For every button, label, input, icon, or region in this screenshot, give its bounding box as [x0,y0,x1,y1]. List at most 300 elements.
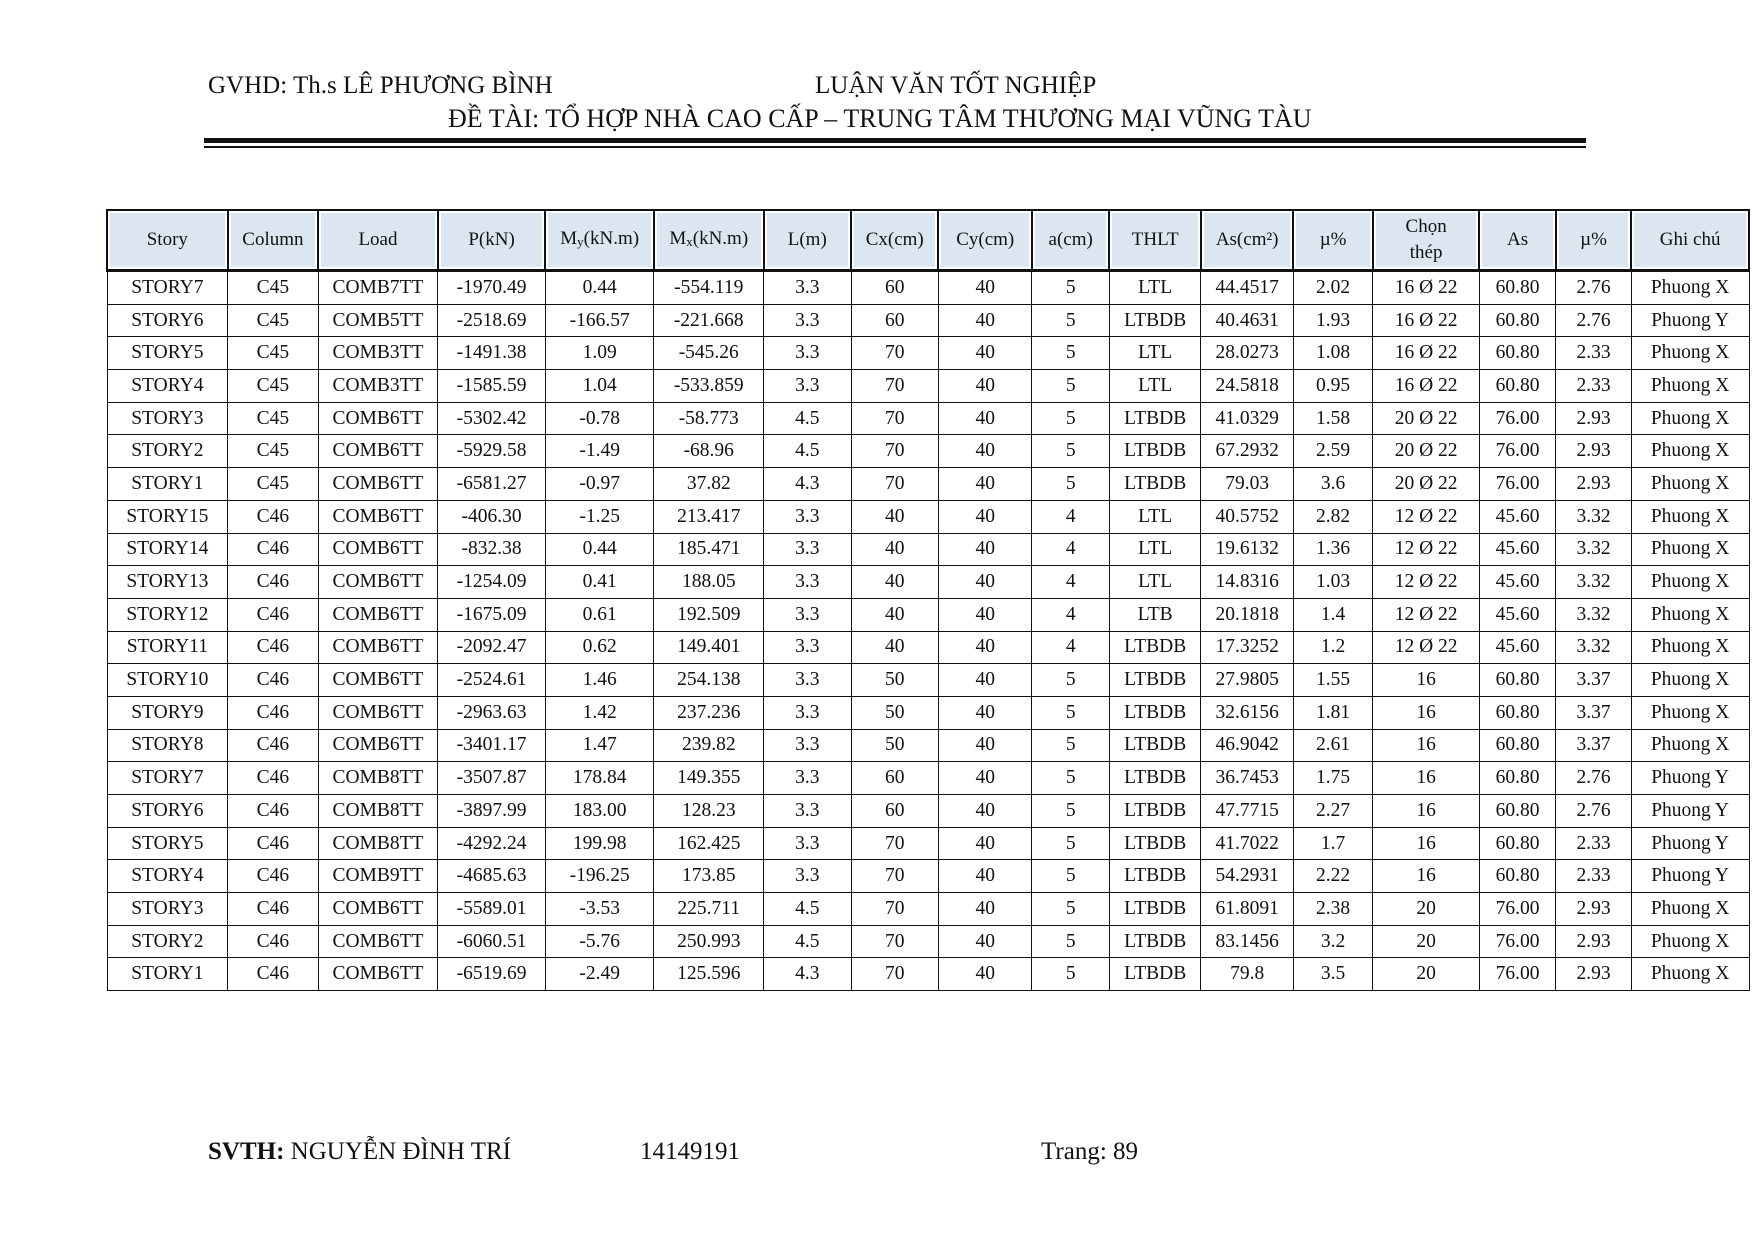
table-cell: 2.76 [1556,762,1631,795]
table-cell: 40 [938,631,1032,664]
table-cell: 40 [851,566,938,599]
table-cell: LTBDB [1109,729,1201,762]
table-cell: 44.4517 [1201,271,1294,305]
table-cell: 16 [1373,696,1480,729]
table-cell: -5302.42 [438,402,546,435]
table-cell: 50 [851,696,938,729]
table-cell: COMB3TT [318,337,438,370]
table-cell: STORY5 [107,827,228,860]
table-cell: 3.3 [764,370,851,403]
table-cell: 40 [938,795,1032,828]
table-cell: COMB6TT [318,533,438,566]
table-cell: LTBDB [1109,958,1201,991]
table-cell: 76.00 [1479,925,1555,958]
table-cell: 50 [851,664,938,697]
table-cell: C46 [228,795,318,828]
table-cell: -3401.17 [438,729,546,762]
table-cell: 1.46 [545,664,654,697]
table-cell: COMB6TT [318,925,438,958]
table-cell: 41.7022 [1201,827,1294,860]
col-header-thlt: THLT [1109,210,1201,271]
table-cell: 2.93 [1556,958,1631,991]
table-cell: 40 [938,827,1032,860]
table-cell: 2.38 [1293,893,1372,926]
table-cell: 2.27 [1293,795,1372,828]
table-cell: 239.82 [654,729,764,762]
table-cell: 45.60 [1479,500,1555,533]
table-row [107,500,1749,533]
table-cell: 40.5752 [1201,500,1294,533]
table-cell: 40 [938,598,1032,631]
table-cell: -2092.47 [438,631,546,664]
table-cell: 2.76 [1556,304,1631,337]
table-cell: -554.119 [654,271,764,305]
table-cell: Phuong X [1631,500,1749,533]
table-cell: 5 [1032,271,1109,305]
table-cell: LTBDB [1109,468,1201,501]
table-cell: -1254.09 [438,566,546,599]
table-cell: 3.3 [764,762,851,795]
table-row [107,631,1749,664]
table-cell: 5 [1032,304,1109,337]
table-cell: 3.32 [1556,533,1631,566]
table-cell: STORY9 [107,696,228,729]
table-cell: C46 [228,827,318,860]
table-cell: 40 [851,533,938,566]
table-cell: 162.425 [654,827,764,860]
table-cell: 3.3 [764,304,851,337]
table-cell: 79.03 [1201,468,1294,501]
table-cell: Phuong X [1631,468,1749,501]
table-cell: COMB5TT [318,304,438,337]
table-cell: 1.36 [1293,533,1372,566]
table-cell: 67.2932 [1201,435,1294,468]
table-cell: 0.41 [545,566,654,599]
table-cell: 32.6156 [1201,696,1294,729]
table-cell: -545.26 [654,337,764,370]
table-cell: LTL [1109,271,1201,305]
table-cell: 2.33 [1556,370,1631,403]
table-cell: 40 [938,958,1032,991]
table-cell: 3.3 [764,664,851,697]
table-cell: 2.59 [1293,435,1372,468]
table-cell: 40 [851,631,938,664]
table-cell: -4685.63 [438,860,546,893]
table-cell: 40 [938,468,1032,501]
table-cell: STORY3 [107,402,228,435]
table-cell: LTL [1109,337,1201,370]
table-cell: -0.78 [545,402,654,435]
table-cell: 3.3 [764,566,851,599]
table-cell: -5.76 [545,925,654,958]
table-cell: 60.80 [1479,696,1555,729]
table-row [107,664,1749,697]
student-id: 14149191 [640,1138,740,1165]
table-cell: -2524.61 [438,664,546,697]
table-cell: 16 Ø 22 [1373,337,1480,370]
table-row [107,762,1749,795]
table-cell: 60 [851,271,938,305]
table-cell: -0.97 [545,468,654,501]
table-cell: 47.7715 [1201,795,1294,828]
table-cell: LTL [1109,566,1201,599]
table-cell: 16 Ø 22 [1373,304,1480,337]
table-cell: -2518.69 [438,304,546,337]
table-cell: 36.7453 [1201,762,1294,795]
table-cell: -1585.59 [438,370,546,403]
table-cell: 185.471 [654,533,764,566]
table-cell: LTBDB [1109,893,1201,926]
col-header-story: Story [107,210,228,271]
table-cell: LTBDB [1109,304,1201,337]
table-cell: 45.60 [1479,566,1555,599]
table-cell: 60.80 [1479,664,1555,697]
table-cell: 12 Ø 22 [1373,566,1480,599]
table-cell: 1.03 [1293,566,1372,599]
thesis-title: LUẬN VĂN TỐT NGHIỆP [815,72,1097,99]
table-row [107,533,1749,566]
table-cell: Phuong X [1631,631,1749,664]
table-cell: STORY12 [107,598,228,631]
table-cell: 83.1456 [1201,925,1294,958]
topic-line: ĐỀ TÀI: TỔ HỢP NHÀ CAO CẤP – TRUNG TÂM THƯƠNG MẠI VŨNG TÀU [448,104,1312,133]
table-cell: STORY7 [107,271,228,305]
table-cell: 3.32 [1556,500,1631,533]
table-cell: -5589.01 [438,893,546,926]
table-cell: 2.93 [1556,468,1631,501]
table-cell: 5 [1032,860,1109,893]
header-rule-thin [204,146,1586,148]
table-cell: 16 [1373,795,1480,828]
table-cell: 0.44 [545,271,654,305]
table-cell: 40 [938,271,1032,305]
table-row [107,304,1749,337]
table-cell: 3.32 [1556,566,1631,599]
table-row [107,271,1749,305]
table-cell: 4 [1032,500,1109,533]
table-cell: 60.80 [1479,795,1555,828]
table-cell: 60.80 [1479,337,1555,370]
table-cell: Phuong X [1631,893,1749,926]
table-cell: STORY8 [107,729,228,762]
table-cell: Phuong Y [1631,762,1749,795]
table-cell: 20 [1373,925,1480,958]
table-cell: STORY13 [107,566,228,599]
table-cell: 2.33 [1556,337,1631,370]
table-cell: STORY1 [107,958,228,991]
table-cell: 45.60 [1479,598,1555,631]
table-cell: COMB6TT [318,893,438,926]
table-cell: -58.773 [654,402,764,435]
table-cell: 40 [851,500,938,533]
table-cell: STORY5 [107,337,228,370]
table-row [107,402,1749,435]
table-cell: 12 Ø 22 [1373,631,1480,664]
table-cell: 16 Ø 22 [1373,271,1480,305]
col-header-chon-thep: Chọn thép [1373,210,1480,271]
table-cell: 70 [851,370,938,403]
table-cell: 4 [1032,533,1109,566]
table-cell: 5 [1032,337,1109,370]
table-cell: Phuong X [1631,337,1749,370]
col-header-as-calc: As(cm²) [1201,210,1294,271]
table-cell: 41.0329 [1201,402,1294,435]
table-cell: 3.3 [764,729,851,762]
table-cell: Phuong X [1631,958,1749,991]
table-cell: 45.60 [1479,533,1555,566]
table-cell: 4.5 [764,435,851,468]
table-cell: 40 [938,435,1032,468]
table-cell: 4.5 [764,925,851,958]
table-cell: LTBDB [1109,827,1201,860]
table-cell: C46 [228,631,318,664]
table-cell: -6519.69 [438,958,546,991]
col-header-note: Ghi chú [1631,210,1749,271]
table-row [107,729,1749,762]
table-cell: 192.509 [654,598,764,631]
table-cell: 20 [1373,893,1480,926]
table-cell: 0.61 [545,598,654,631]
col-header-as-chosen: As [1479,210,1555,271]
table-cell: C46 [228,566,318,599]
table-cell: 3.3 [764,696,851,729]
table-cell: 2.76 [1556,795,1631,828]
table-cell: STORY3 [107,893,228,926]
table-cell: -1491.38 [438,337,546,370]
table-cell: 60 [851,795,938,828]
table-cell: -533.859 [654,370,764,403]
col-header-p: P(kN) [438,210,546,271]
table-cell: 40 [938,337,1032,370]
table-cell: 40 [938,402,1032,435]
table-cell: 2.33 [1556,860,1631,893]
table-cell: Phuong X [1631,402,1749,435]
table-cell: 70 [851,468,938,501]
table-row [107,370,1749,403]
table-cell: 20 Ø 22 [1373,435,1480,468]
col-header-mu-calc: µ% [1293,210,1372,271]
table-cell: 40 [938,370,1032,403]
table-cell: STORY6 [107,304,228,337]
table-cell: 4 [1032,631,1109,664]
table-cell: 2.82 [1293,500,1372,533]
table-cell: 60.80 [1479,860,1555,893]
table-cell: 40 [851,598,938,631]
col-header-column: Column [228,210,318,271]
table-cell: 3.5 [1293,958,1372,991]
table-cell: Phuong X [1631,664,1749,697]
table-row [107,827,1749,860]
table-cell: 60 [851,762,938,795]
table-cell: 5 [1032,696,1109,729]
table-cell: 40 [938,566,1032,599]
table-cell: 40 [938,696,1032,729]
table-cell: 40 [938,533,1032,566]
table-cell: -196.25 [545,860,654,893]
table-cell: 70 [851,893,938,926]
table-cell: -3507.87 [438,762,546,795]
table-cell: 1.7 [1293,827,1372,860]
table-cell: 5 [1032,468,1109,501]
table-cell: 60.80 [1479,827,1555,860]
table-cell: C46 [228,664,318,697]
table-cell: 4.3 [764,958,851,991]
table-cell: -166.57 [545,304,654,337]
table-cell: C46 [228,762,318,795]
table-cell: LTB [1109,598,1201,631]
table-cell: COMB6TT [318,696,438,729]
table-cell: 225.711 [654,893,764,926]
table-cell: 1.04 [545,370,654,403]
table-cell: COMB9TT [318,860,438,893]
table-cell: 54.2931 [1201,860,1294,893]
col-header-load: Load [318,210,438,271]
table-cell: STORY6 [107,795,228,828]
table-cell: 149.401 [654,631,764,664]
table-cell: 0.62 [545,631,654,664]
table-cell: 125.596 [654,958,764,991]
table-cell: 1.81 [1293,696,1372,729]
table-cell: 40 [938,729,1032,762]
table-cell: 70 [851,402,938,435]
table-cell: 16 [1373,664,1480,697]
table-row [107,925,1749,958]
table-cell: Phuong X [1631,370,1749,403]
table-cell: 178.84 [545,762,654,795]
table-cell: -221.668 [654,304,764,337]
table-cell: 213.417 [654,500,764,533]
table-cell: STORY4 [107,370,228,403]
table-cell: LTL [1109,500,1201,533]
table-cell: LTBDB [1109,435,1201,468]
table-cell: LTBDB [1109,795,1201,828]
table-cell: 1.08 [1293,337,1372,370]
table-cell: LTBDB [1109,762,1201,795]
table-cell: 3.3 [764,631,851,664]
col-header-my: $M_y(kN.m)$ [545,210,654,271]
table-cell: 70 [851,337,938,370]
table-cell: STORY14 [107,533,228,566]
table-cell: -832.38 [438,533,546,566]
table-cell: COMB6TT [318,468,438,501]
table-cell: C46 [228,860,318,893]
table-cell: 2.22 [1293,860,1372,893]
table-cell: 0.44 [545,533,654,566]
table-cell: C45 [228,304,318,337]
table-cell: 3.32 [1556,631,1631,664]
table-cell: -3897.99 [438,795,546,828]
table-cell: C45 [228,337,318,370]
table-cell: -68.96 [654,435,764,468]
table-cell: 50 [851,729,938,762]
table-cell: 3.3 [764,271,851,305]
table-row [107,468,1749,501]
table-cell: 45.60 [1479,631,1555,664]
table-cell: Phuong Y [1631,795,1749,828]
table-cell: C46 [228,893,318,926]
table-cell: 5 [1032,762,1109,795]
table-cell: STORY11 [107,631,228,664]
table-cell: 173.85 [654,860,764,893]
table-row [107,566,1749,599]
table-cell: 70 [851,925,938,958]
table-cell: 16 [1373,827,1480,860]
table-cell: Phuong Y [1631,304,1749,337]
table-row [107,598,1749,631]
table-cell: -2963.63 [438,696,546,729]
table-cell: 4.3 [764,468,851,501]
table-cell: 20 [1373,958,1480,991]
table-cell: 149.355 [654,762,764,795]
table-cell: 61.8091 [1201,893,1294,926]
table-cell: COMB3TT [318,370,438,403]
table-cell: Phuong X [1631,696,1749,729]
table-cell: LTBDB [1109,664,1201,697]
table-cell: -2.49 [545,958,654,991]
table-cell: LTBDB [1109,402,1201,435]
table-row [107,435,1749,468]
table-cell: 1.75 [1293,762,1372,795]
table-cell: C46 [228,533,318,566]
student-name: SVTH: NGUYỄN ĐÌNH TRÍ [208,1138,512,1165]
table-cell: 76.00 [1479,893,1555,926]
table-cell: 2.93 [1556,435,1631,468]
table-cell: 188.05 [654,566,764,599]
table-cell: 20 Ø 22 [1373,402,1480,435]
table-cell: 20.1818 [1201,598,1294,631]
table-row [107,893,1749,926]
table-cell: 46.9042 [1201,729,1294,762]
table-cell: 60.80 [1479,271,1555,305]
table-row [107,958,1749,991]
table-cell: 60.80 [1479,370,1555,403]
table-cell: COMB8TT [318,762,438,795]
table-cell: 70 [851,435,938,468]
table-cell: 28.0273 [1201,337,1294,370]
table-cell: 60 [851,304,938,337]
table-cell: 19.6132 [1201,533,1294,566]
table-cell: 16 [1373,729,1480,762]
table-cell: 76.00 [1479,958,1555,991]
table-cell: 40 [938,893,1032,926]
table-cell: -3.53 [545,893,654,926]
table-cell: -4292.24 [438,827,546,860]
table-cell: STORY4 [107,860,228,893]
table-cell: 5 [1032,893,1109,926]
table-cell: C46 [228,729,318,762]
table-cell: 27.9805 [1201,664,1294,697]
table-cell: 37.82 [654,468,764,501]
table-row [107,337,1749,370]
table-cell: STORY1 [107,468,228,501]
table-cell: 0.95 [1293,370,1372,403]
table-cell: COMB6TT [318,566,438,599]
table-cell: 2.93 [1556,402,1631,435]
table-cell: 1.42 [545,696,654,729]
table-row [107,696,1749,729]
table-cell: 5 [1032,435,1109,468]
table-cell: 1.55 [1293,664,1372,697]
table-cell: 4.5 [764,893,851,926]
table-cell: LTBDB [1109,631,1201,664]
table-cell: 5 [1032,370,1109,403]
table-cell: 40 [938,304,1032,337]
table-cell: -1.25 [545,500,654,533]
column-design-table [106,209,1750,991]
table-cell: 70 [851,860,938,893]
table-cell: 3.6 [1293,468,1372,501]
table-body [107,271,1749,991]
